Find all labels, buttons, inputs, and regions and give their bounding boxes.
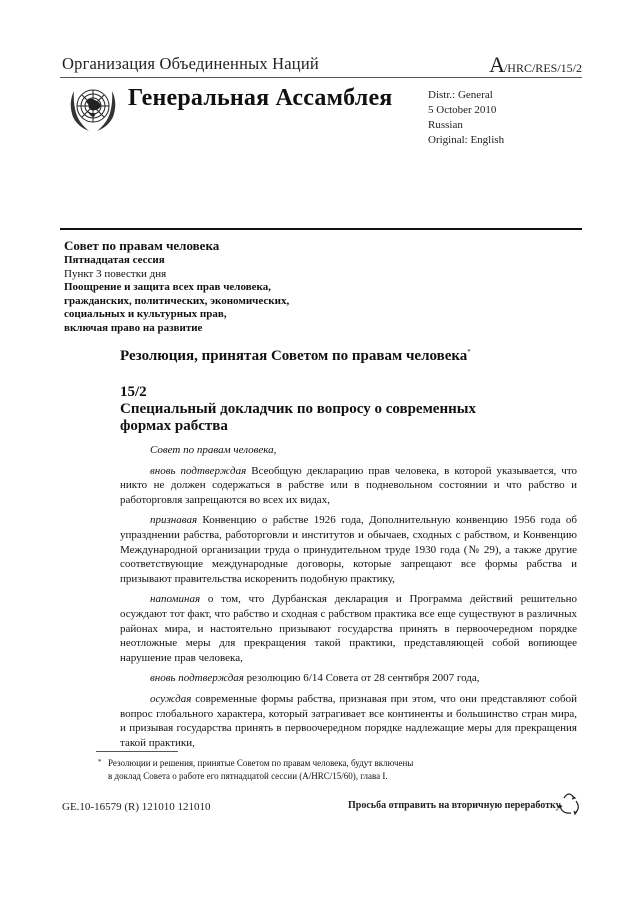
resolution-title: Резолюция, принятая Советом по правам человека (120, 348, 468, 364)
footnote-reference[interactable]: * (467, 348, 471, 356)
distribution-block (428, 88, 504, 148)
un-emblem-icon (64, 81, 122, 135)
agenda-title-line: Поощрение и защита всех прав человека, (64, 281, 271, 293)
resolution-subject-line: Специальный докладчик по вопросу о современных (120, 401, 476, 417)
paragraph-text: современные формы рабства, признавая при этом, что они представляют собой вопрос глобального характера, который затрагивает все континенты и большинство стран мира, и призывая государства принять в первоочередном порядке надлежащие меры для прекращения такой практики, (120, 692, 577, 749)
resolution-body (120, 443, 577, 756)
resolution-subject-line: формах рабства (120, 418, 228, 434)
preamble-intro (120, 443, 577, 458)
paragraph-text: Конвенцию о рабстве 1926 года, Дополнительную конвенцию 1956 года об упразднении рабства, работорговли и институтов и обычаев, сходных с рабством, и Конвенцию Международной организации труда о принудительном труде 1930 года (№ 29), а также другие соответствующие международные договоры, которые запрещают все формы рабства и призывают правительства искоренить подобную практику, (120, 514, 577, 585)
symbol-prefix: A (489, 52, 504, 77)
paragraph-text: резолюцию 6/14 Совета от 28 сентября 2007 года, (243, 672, 480, 685)
section-rule (60, 228, 582, 230)
header-rule (60, 77, 582, 78)
preamble-paragraph (120, 592, 577, 665)
council-name: Совет по правам человека (64, 238, 220, 253)
organization-name: Организация Объединенных Наций (62, 54, 319, 73)
preamble-paragraph (120, 671, 577, 686)
resolution-number-block (120, 384, 540, 435)
document-symbol (489, 52, 582, 78)
footnote-mark: * (98, 758, 102, 766)
agenda-title-line: гражданских, политических, экономических, (64, 294, 290, 307)
preamble-paragraph (120, 513, 577, 586)
footnote-line: в доклад Совета о работе его пятнадцатой сессии (A/HRC/15/60), глава I. (108, 771, 388, 781)
paragraph-lead: напоминая (150, 593, 201, 606)
symbol-suffix: /HRC/RES/15/2 (503, 61, 582, 75)
paragraph-lead: вновь подтверждая (150, 464, 247, 477)
paragraph-lead: признавая (150, 514, 198, 527)
paragraph-text: о том, что Дурбанская декларация и Программа действий решительно осуждают тот факт, что рабство и сходная с рабством практика все еще существуют в различных районах мира, и настоятельно призывают государства принять в первоочередном порядке неотложные меры для прекращения такой практики, представляющей собой вопиющее нарушение прав человека, (120, 593, 577, 664)
paragraph-lead: вновь подтверждая (150, 672, 244, 685)
distribution: Distr.: General (428, 89, 493, 101)
session-info (64, 237, 289, 335)
assembly-title: Генеральная Ассамблея (128, 85, 393, 111)
preamble-paragraph (120, 464, 577, 508)
recycle-note: Просьба отправить на вторичную переработку (348, 800, 561, 811)
paragraph-text: Всеобщую декларацию прав человека, в которой указывается, что никто не должен содержаться в рабстве или в подневольном состоянии и что рабство и работорговля запрещаются во всех их видах, (120, 464, 577, 506)
original-language: Original: English (428, 134, 505, 146)
document-date: 5 October 2010 (428, 104, 497, 116)
paragraph-lead: осуждая (150, 692, 192, 705)
resolution-number: 15/2 (120, 384, 147, 400)
footnote (98, 757, 528, 783)
resolution-heading (120, 348, 471, 365)
recycle-icon (556, 788, 582, 816)
preamble-intro-text: Совет по правам человека, (150, 444, 277, 456)
footnote-line: Резолюции и решения, принятые Советом по правам человека, будут включены (108, 758, 414, 768)
agenda-title-line: социальных и культурных прав, (64, 308, 227, 320)
document-language: Russian (428, 119, 463, 131)
session-name: Пятнадцатая сессия (64, 254, 165, 266)
preamble-paragraph (120, 692, 577, 750)
footnote-rule (96, 751, 178, 752)
agenda-title-line: включая право на развитие (64, 321, 203, 334)
agenda-item: Пункт 3 повестки дня (64, 267, 167, 280)
job-number: GE.10-16579 (R) 121010 121010 (62, 801, 211, 813)
